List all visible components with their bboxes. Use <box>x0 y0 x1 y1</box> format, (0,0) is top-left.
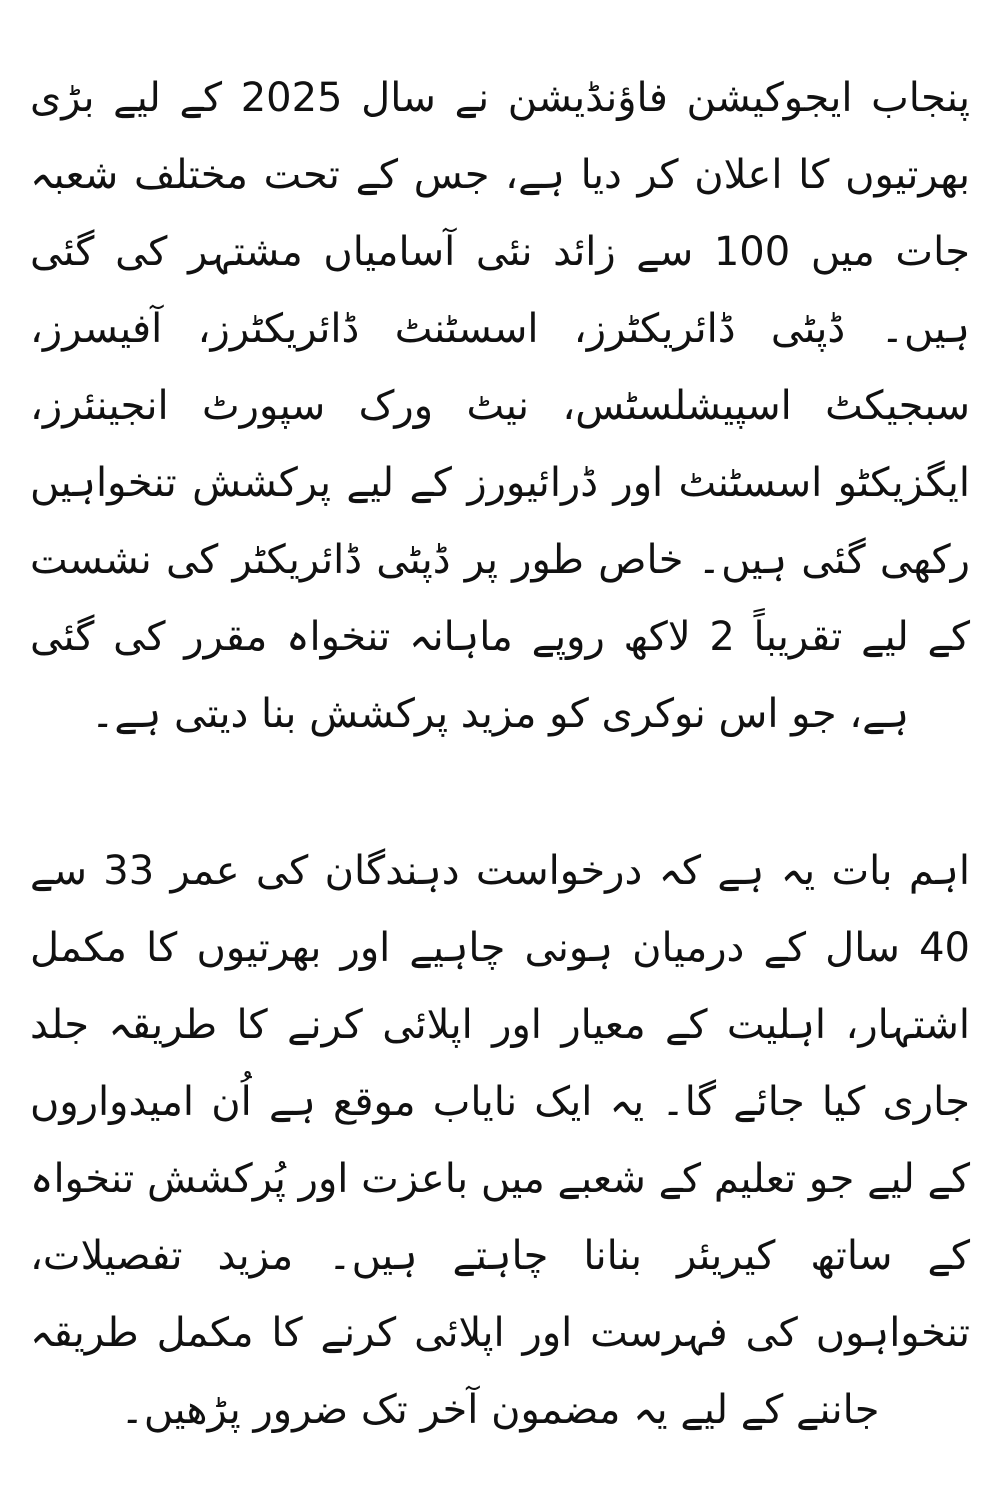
paragraph-recruitment-announcement: پنجاب ایجوکیشن فاؤنڈیشن نے سال 2025 کے لیے بڑی بھرتیوں کا اعلان کر دیا ہے، جس کے تحت مختلف شعبہ جات میں 100 سے زائد نئی آسامیاں مشتہر کی گئی ہیں۔ ڈپٹی ڈائریکٹرز، اسسٹنٹ ڈائریکٹرز، آفیسرز، سبجیکٹ اسپیشلسٹس، نیٹ ورک سپورٹ انجینئرز، ایگزیکٹو اسسٹنٹ اور ڈرائیورز کے لیے پرکشش تنخواہیں رکھی گئی ہیں۔ خاص طور پر ڈپٹی ڈائریکٹر کی نشست کے لیے تقریباً 2 لاکھ روپے ماہانہ تنخواہ مقرر کی گئی ہے، جو اس نوکری کو مزید پرکشش بنا دیتی ہے۔ <box>30 75 970 737</box>
paragraph-eligibility-details: اہم بات یہ ہے کہ درخواست دہندگان کی عمر 33 سے 40 سال کے درمیان ہونی چاہیے اور بھرتیوں کا مکمل اشتہار، اہلیت کے معیار اور اپلائی کرنے کا طریقہ جلد جاری کیا جائے گا۔ یہ ایک نایاب موقع ہے اُن امیدواروں کے لیے جو تعلیم کے شعبے میں باعزت اور پُرکشش تنخواہ کے ساتھ کیریئر بنانا چاہتے ہیں۔ مزید تفصیلات، تنخواہوں کی فہرست اور اپلائی کرنے کا مکمل طریقہ جاننے کے لیے یہ مضمون آخر تک ضرور پڑھیں۔ <box>30 848 970 1433</box>
